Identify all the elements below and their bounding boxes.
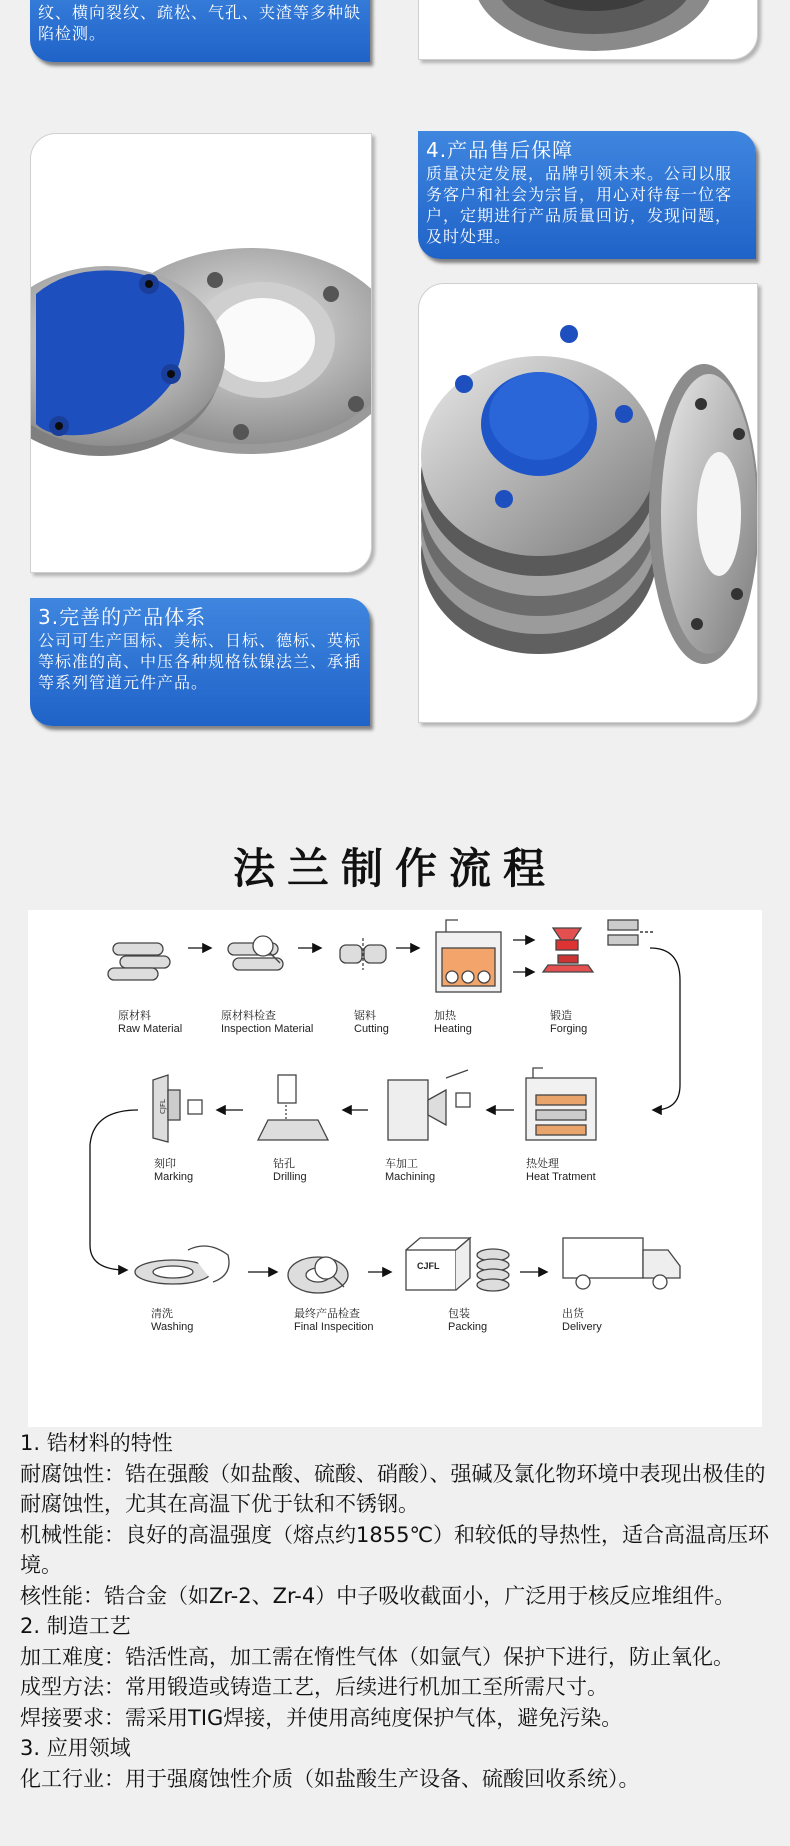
callout-product-system xyxy=(30,598,370,726)
flange-photo-top xyxy=(418,0,758,60)
step-cn: 出货 xyxy=(562,1308,584,1320)
flow-step-drilling xyxy=(273,1158,307,1184)
flow-step-raw-material xyxy=(118,1010,182,1036)
text-line: 耐腐蚀性：锆在强酸（如盐酸、硫酸、硝酸）、强碱及氯化物环境中表现出极佳的耐腐蚀性，尤其在高温下优于钛和不锈钢。 xyxy=(20,1461,766,1516)
flow-step-forging xyxy=(550,1010,587,1036)
flow-step-heat-treatment xyxy=(526,1158,596,1184)
step-en: Washing xyxy=(151,1321,194,1333)
text-line: 3. 应用领域 xyxy=(20,1736,131,1760)
step-cn: 清洗 xyxy=(151,1308,173,1320)
flange-image xyxy=(419,0,757,59)
flow-step-washing xyxy=(151,1308,193,1334)
step-en: Heat Tratment xyxy=(526,1171,596,1183)
callout-body: 纹、横向裂纹、疏松、气孔、夹渣等多种缺陷检测。 xyxy=(38,3,362,43)
inspection-icon xyxy=(228,936,283,970)
flange-image xyxy=(31,134,371,572)
text-line: 核性能：锆合金（如Zr-2、Zr-4）中子吸收截面小，广泛用于核反应堆组件。 xyxy=(20,1583,736,1608)
step-en: Forging xyxy=(550,1023,588,1035)
delivery-truck-icon xyxy=(563,1238,680,1289)
step-cn: 包装 xyxy=(448,1308,470,1320)
callout-body: 质量决定发展，品牌引领未来。公司以服务客户和社会为宗旨，用心对待每一位客户，定期进行产品质量回访，发现问题，及时处理。 xyxy=(426,164,733,246)
flange-photo-blue-blind xyxy=(30,133,372,573)
flow-step-packing xyxy=(448,1308,487,1334)
step-cn: 热处理 xyxy=(526,1158,559,1170)
step-en: Machining xyxy=(385,1171,436,1183)
step-cn: 车加工 xyxy=(385,1158,418,1170)
washing-icon xyxy=(135,1246,229,1284)
step-cn: 锻造 xyxy=(550,1010,572,1022)
text-line: 成型方法：常用锻造或铸造工艺，后续进行机加工至所需尺寸。 xyxy=(20,1675,608,1699)
step-en: Packing xyxy=(448,1321,488,1333)
step-cn: 原材料 xyxy=(118,1010,151,1022)
step-en: Raw Material xyxy=(118,1023,183,1035)
text-line: 1. 锆材料的特性 xyxy=(20,1431,173,1455)
callout-title: 4.产品售后保障 xyxy=(426,138,574,162)
text-line: 化工行业：用于强腐蚀性介质（如盐酸生产设备、硫酸回收系统）。 xyxy=(20,1766,640,1791)
step-en: Heating xyxy=(434,1023,472,1035)
flow-step-cutting xyxy=(354,1010,389,1036)
callout-inspection-partial xyxy=(30,0,370,62)
drilling-icon xyxy=(258,1075,328,1140)
flow-step-inspection-material xyxy=(221,1010,313,1036)
machining-icon xyxy=(388,1070,470,1140)
step-en: Cutting xyxy=(354,1023,389,1035)
heating-furnace-icon xyxy=(436,920,501,992)
heat-treatment-icon xyxy=(526,1068,596,1140)
svg-text:CJFL: CJFL xyxy=(159,1099,167,1114)
section-title: 法兰制作流程 xyxy=(232,844,557,893)
marking-icon xyxy=(153,1075,202,1142)
process-flow-diagram xyxy=(28,910,762,1427)
callout-after-sales xyxy=(418,131,756,259)
step-en: Drilling xyxy=(273,1171,307,1183)
text-line: 2. 制造工艺 xyxy=(20,1614,131,1638)
flow-step-marking xyxy=(154,1158,193,1184)
flange-image xyxy=(419,284,757,722)
step-cn: 锯料 xyxy=(354,1010,376,1022)
cutting-icon xyxy=(340,938,386,970)
raw-material-icon xyxy=(108,943,170,980)
callout-title: 3.完善的产品体系 xyxy=(38,605,207,629)
flow-step-delivery xyxy=(562,1308,602,1334)
flange-photo-stack xyxy=(418,283,758,723)
step-cn: 钻孔 xyxy=(273,1158,295,1170)
step-cn: 加热 xyxy=(434,1010,456,1022)
flow-step-final-inspection xyxy=(294,1308,374,1334)
step-en: Marking xyxy=(154,1171,194,1183)
packing-box-mark: CJFL xyxy=(417,1261,440,1271)
flow-step-heating xyxy=(434,1010,472,1036)
text-line: 加工难度：锆活性高，加工需在惰性气体（如氩气）保护下进行，防止氧化。 xyxy=(20,1644,734,1669)
text-line: 机械性能：良好的高温强度（熔点约1855℃）和较低的导热性，适合高温高压环境。 xyxy=(20,1522,770,1577)
step-cn: 刻印 xyxy=(154,1158,176,1170)
step-en: Delivery xyxy=(562,1321,602,1333)
step-en: Inspection Material xyxy=(221,1023,314,1035)
callout-body: 公司可生产国标、美标、日标、德标、英标等标准的高、中压各种规格钛镍法兰、承插等系列管道元件产品。 xyxy=(38,631,362,692)
final-inspection-icon xyxy=(288,1257,348,1293)
text-line: 焊接要求：需采用TIG焊接，并使用高纯度保护气体，避免污染。 xyxy=(20,1705,623,1730)
flow-step-machining xyxy=(385,1158,435,1184)
step-en: Final Inspecition xyxy=(294,1321,374,1333)
step-cn: 最终产品检查 xyxy=(294,1308,360,1320)
zirconium-info-text xyxy=(20,1428,780,1794)
forging-icon xyxy=(543,920,638,972)
step-cn: 原材料检查 xyxy=(221,1010,276,1022)
